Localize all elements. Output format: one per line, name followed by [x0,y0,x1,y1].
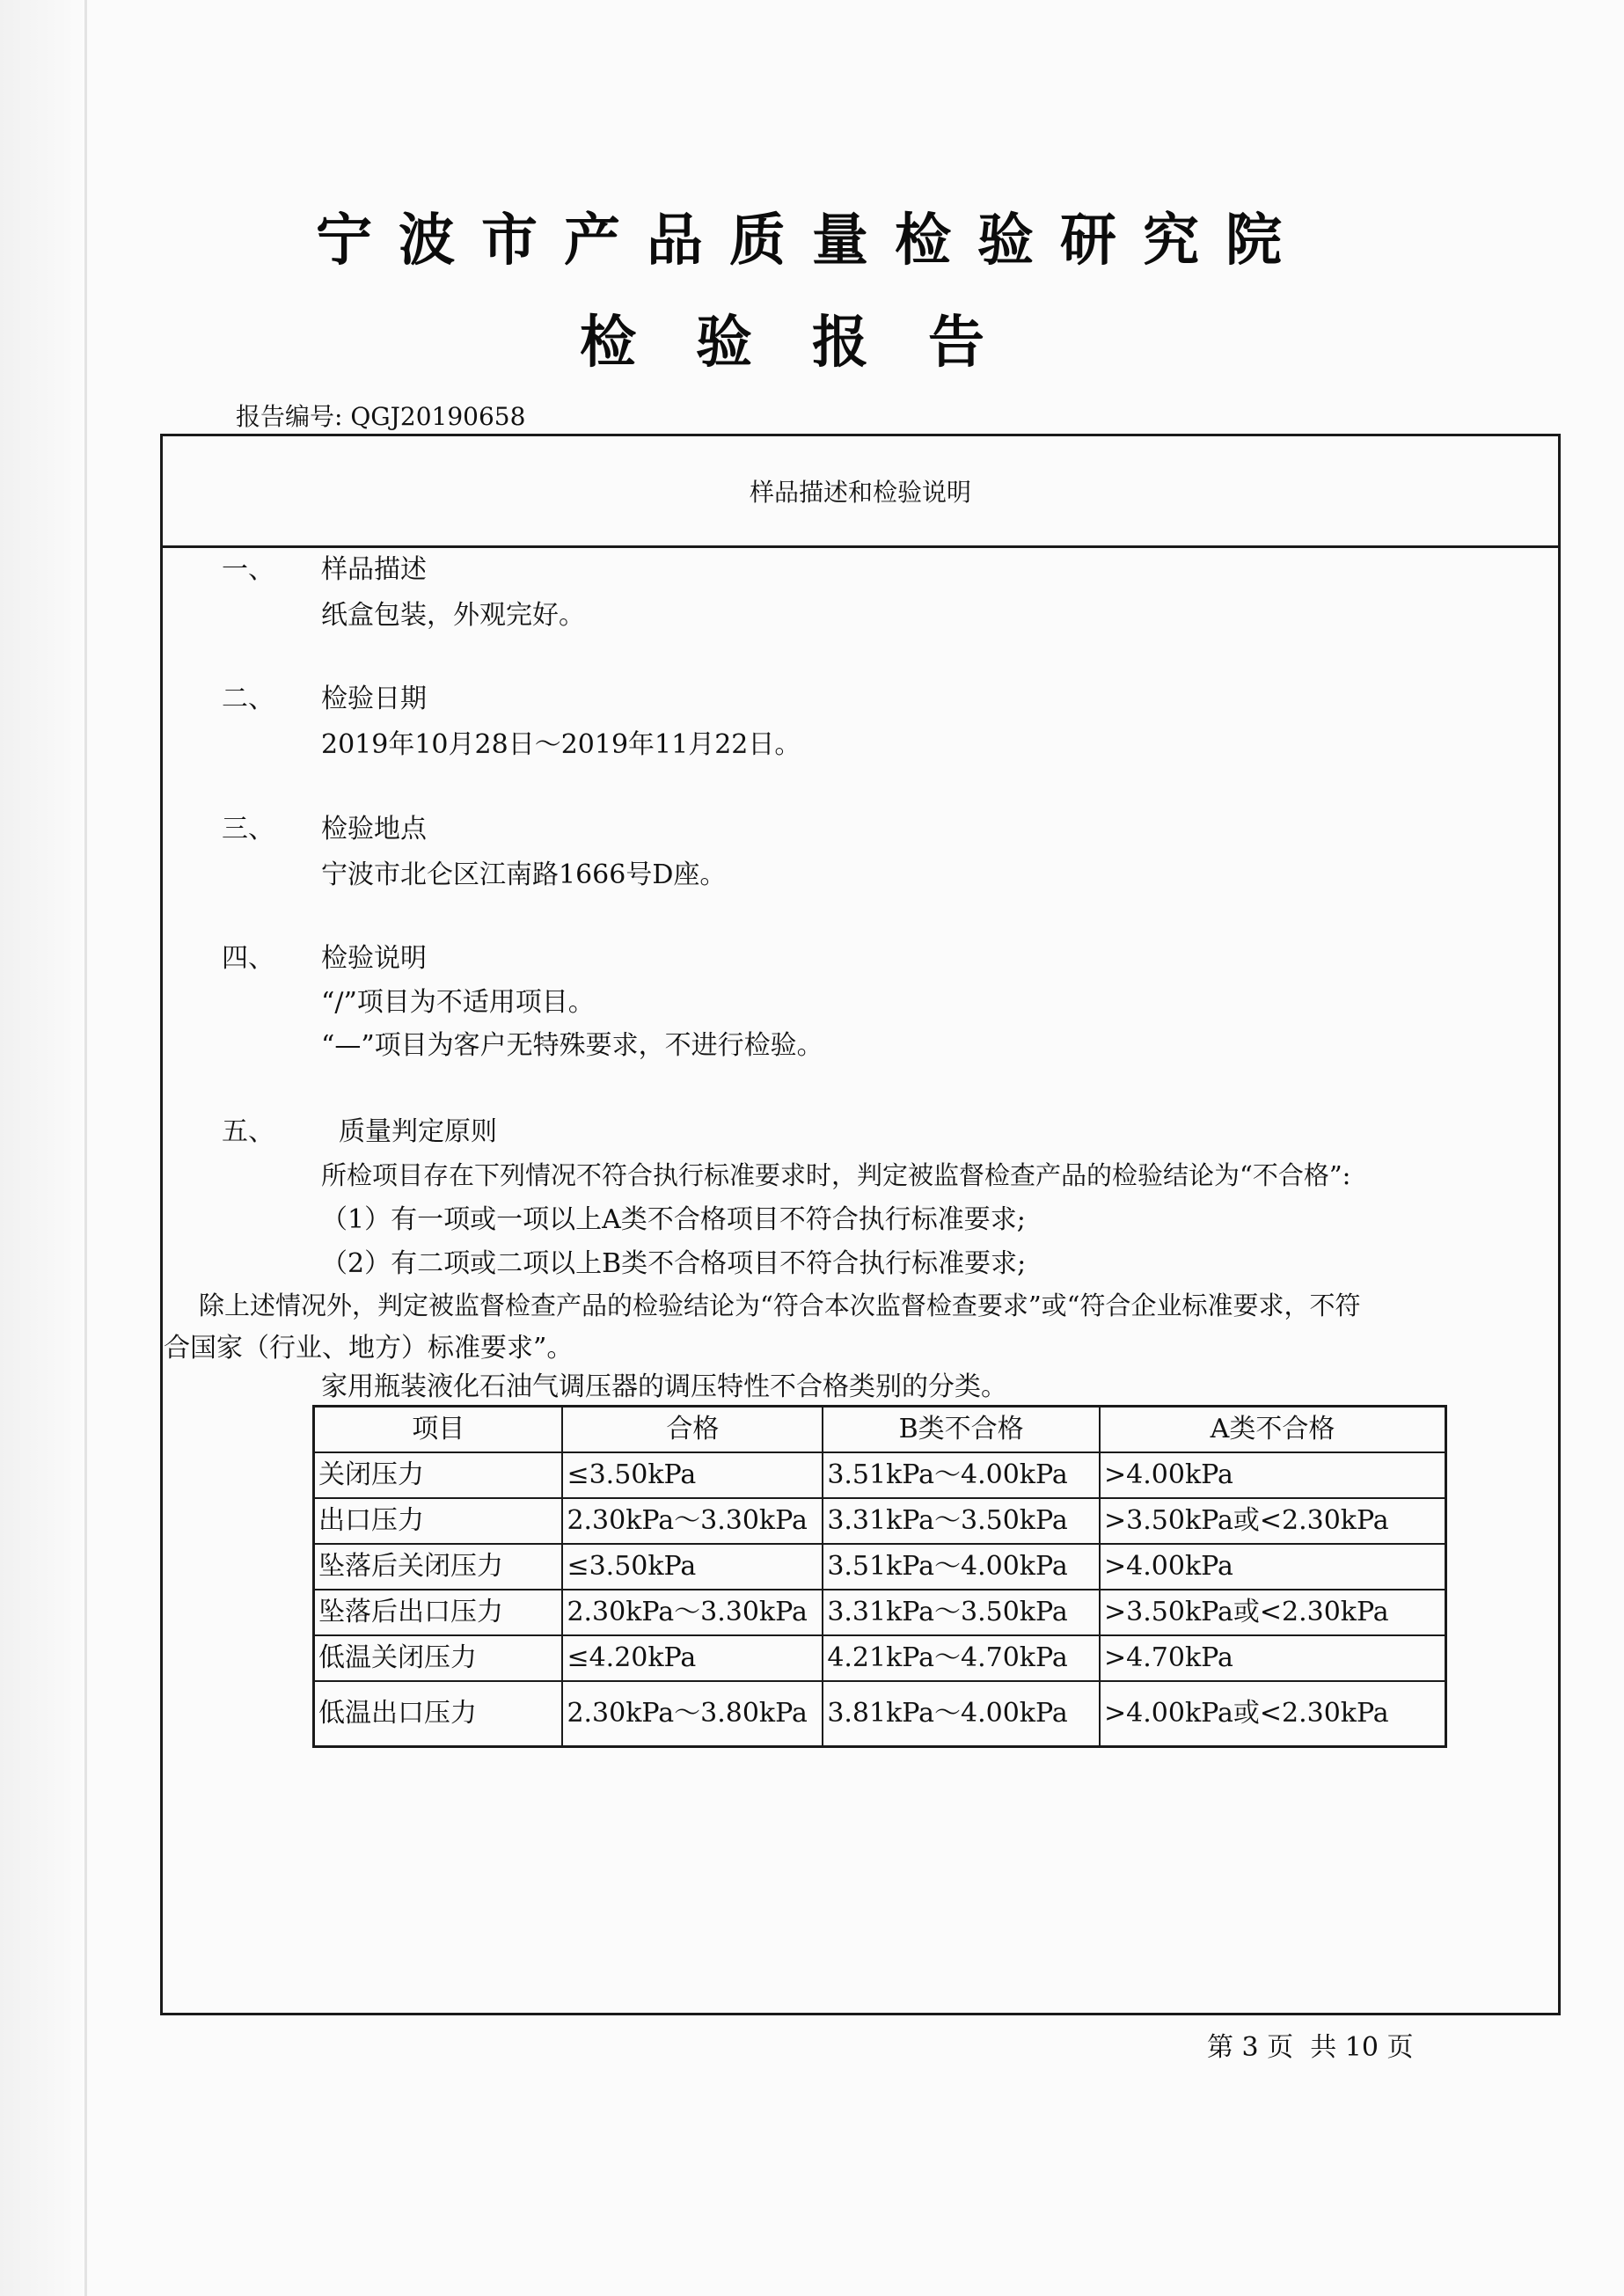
item-5-line-3: （2）有二项或二项以上B类不合格项目不符合执行标准要求; [321,1248,1027,1279]
nonconformity-classification-table [312,1405,1447,1748]
cell-class-a: >4.00kPa [1100,1452,1445,1498]
cell-class-b: 3.81kPa～4.00kPa [823,1681,1100,1747]
item-4-number: 四、 [222,943,274,974]
document-title: 检验报告 [580,311,1044,376]
item-2-heading: 检验日期 [321,684,427,714]
page-footer: 第 3 页 共 10 页 [1207,2032,1414,2063]
item-4-line-2: “—”项目为客户无特殊要求，不进行检验。 [321,1030,823,1061]
header-item: 项目 [314,1407,563,1453]
cell-pass: ≤4.20kPa [562,1635,823,1681]
cell-class-a: >4.00kPa或<2.30kPa [1100,1681,1445,1747]
table-row [314,1452,1446,1498]
table-row [314,1498,1446,1544]
report-number-label: 报告编号: [236,402,343,431]
item-4-heading: 检验说明 [321,943,427,974]
cell-item: 关闭压力 [314,1452,563,1498]
item-2-line-1: 2019年10月28日～2019年11月22日。 [321,729,801,760]
item-1-number: 一、 [222,554,274,585]
header-class-a: A类不合格 [1100,1407,1445,1453]
item-1-line-1: 纸盒包装，外观完好。 [321,600,585,631]
table-row [314,1681,1446,1747]
item-1-heading: 样品描述 [321,554,427,585]
institute-title: 宁波市产品质量检验研究院 [316,208,1308,274]
item-4-line-1: “/”项目为不适用项目。 [321,987,595,1018]
cell-item: 坠落后关闭压力 [314,1544,563,1590]
cell-class-b: 4.21kPa～4.70kPa [823,1635,1100,1681]
cell-class-b: 3.51kPa～4.00kPa [823,1544,1100,1590]
item-5-line-1: 所检项目存在下列情况不符合执行标准要求时，判定被监督检查产品的检验结论为“不合格”: [321,1160,1351,1190]
table-row [314,1544,1446,1590]
cell-pass: 2.30kPa～3.30kPa [562,1498,823,1544]
cell-class-a: >4.70kPa [1100,1635,1445,1681]
cell-pass: ≤3.50kPa [562,1544,823,1590]
header-pass: 合格 [562,1407,823,1453]
cell-item: 出口压力 [314,1498,563,1544]
item-3-line-1: 宁波市北仑区江南路1666号D座。 [321,859,727,890]
item-5-line-2: （1）有一项或一项以上A类不合格项目不符合执行标准要求; [321,1204,1026,1235]
item-3-heading: 检验地点 [321,814,427,845]
cell-class-a: >3.50kPa或<2.30kPa [1100,1590,1445,1635]
item-3-number: 三、 [222,814,274,845]
conclusion-line-2: 合国家（行业、地方）标准要求”。 [164,1333,574,1364]
cell-item: 低温出口压力 [314,1681,563,1747]
conclusion-line-1: 除上述情况外，判定被监督检查产品的检验结论为“符合本次监督检查要求”或“符合企业标准要求，不符 [199,1291,1361,1320]
cell-class-a: >3.50kPa或<2.30kPa [1100,1498,1445,1544]
cell-item: 低温关闭压力 [314,1635,563,1681]
item-5-heading: 质量判定原则 [339,1116,497,1147]
table-header-row [314,1407,1446,1453]
item-5-number: 五、 [222,1116,274,1147]
header-class-b: B类不合格 [823,1407,1100,1453]
cell-pass: 2.30kPa～3.30kPa [562,1590,823,1635]
cell-class-b: 3.31kPa～3.50kPa [823,1590,1100,1635]
cell-class-a: >4.00kPa [1100,1544,1445,1590]
cell-class-b: 3.31kPa～3.50kPa [823,1498,1100,1544]
table-row [314,1590,1446,1635]
cell-item: 坠落后出口压力 [314,1590,563,1635]
report-number-value: QGJ20190658 [350,402,526,431]
report-number [236,398,525,433]
table-caption: 家用瓶装液化石油气调压器的调压特性不合格类别的分类。 [321,1371,1007,1402]
item-2-number: 二、 [222,684,274,714]
cell-pass: 2.30kPa～3.80kPa [562,1681,823,1747]
section-title: 样品描述和检验说明 [163,436,1558,548]
cell-class-b: 3.51kPa～4.00kPa [823,1452,1100,1498]
cell-pass: ≤3.50kPa [562,1452,823,1498]
table-row [314,1635,1446,1681]
